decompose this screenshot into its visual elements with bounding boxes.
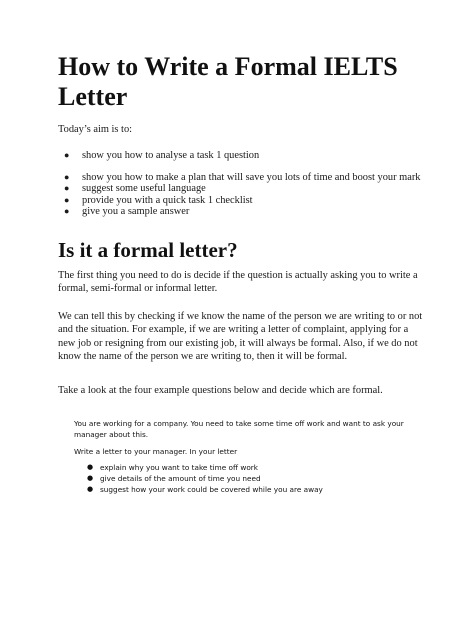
aim-text: show you how to analyse a task 1 question xyxy=(82,150,260,161)
bullet-icon: ● xyxy=(87,474,94,482)
bullet-icon: ● xyxy=(64,206,70,216)
aim-text: show you how to make a plan that will save you lots of time and boost your mark xyxy=(82,171,421,183)
list-item xyxy=(58,183,428,195)
aim-text: give you a sample answer xyxy=(82,206,190,217)
bullet-icon: ● xyxy=(64,194,70,205)
bullet-icon: ● xyxy=(64,171,70,182)
example-scenario: You are working for a company. You need to take some time off work and want to ask your manager about this. xyxy=(74,419,404,439)
list-item xyxy=(74,473,414,484)
example-question xyxy=(74,418,414,495)
list-item xyxy=(74,462,414,473)
aims-list xyxy=(58,150,428,218)
aim-intro: Today’s aim is to: xyxy=(58,124,133,135)
bullet-icon: ● xyxy=(87,463,94,471)
bullet-icon: ● xyxy=(64,150,70,160)
aim-text: suggest some useful language xyxy=(82,183,206,194)
list-item xyxy=(58,172,428,184)
example-point: give details of the amount of time you need xyxy=(100,474,261,483)
list-item xyxy=(74,484,414,495)
example-points-list xyxy=(74,462,414,495)
document-title: How to Write a Formal IELTS Letter xyxy=(58,52,398,111)
section-heading: Is it a formal letter? xyxy=(58,238,238,262)
example-instruction: Write a letter to your manager. In your letter xyxy=(74,447,238,456)
example-point: suggest how your work could be covered while you are away xyxy=(100,485,323,494)
paragraph-explanation: We can tell this by checking if we know the name of the person we are writing to or not and the situation. For example, if we are writing a letter of complaint, applying for a new job or resigning from our existing job, it will always be formal. Also, if we do not know the name of the person we are writing to, then it will be formal. xyxy=(58,311,423,362)
bullet-icon: ● xyxy=(87,485,94,493)
bullet-icon: ● xyxy=(64,183,70,193)
paragraph-instruction: Take a look at the four example questions below and decide which are formal. xyxy=(58,385,383,396)
example-point: explain why you want to take time off work xyxy=(100,463,259,472)
list-item xyxy=(58,206,428,218)
list-item xyxy=(58,150,428,162)
list-item xyxy=(58,195,428,207)
paragraph-intro: The first thing you need to do is decide if the question is actually asking you to write a formal, semi-formal or informal letter. xyxy=(58,270,418,295)
aim-text: provide you with a quick task 1 checklist xyxy=(82,194,253,206)
